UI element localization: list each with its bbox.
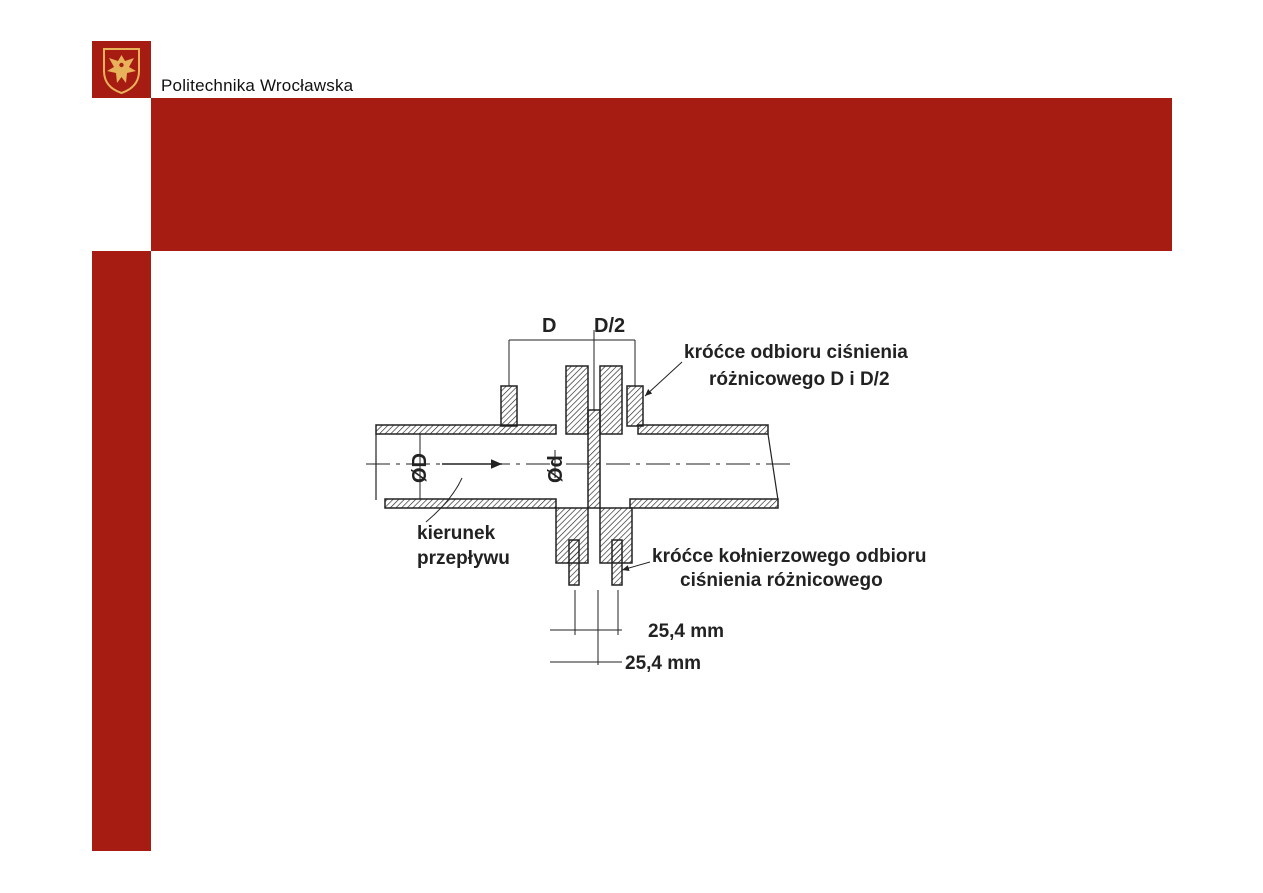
flow-direction-line2: przepływu bbox=[417, 548, 510, 569]
side-band bbox=[92, 251, 151, 851]
taps-top-line1: króćce odbioru ciśnienia bbox=[684, 342, 908, 363]
university-name: Politechnika Wrocławska bbox=[161, 76, 354, 95]
eagle-crest-icon bbox=[92, 41, 151, 98]
orifice-plate-diagram bbox=[360, 300, 980, 690]
taps-top-line2: różnicowego D i D/2 bbox=[709, 369, 890, 390]
flange-taps-line1: króćce kołnierzowego odbioru bbox=[652, 546, 927, 567]
university-logo bbox=[92, 41, 151, 98]
dim-outer-label: 25,4 mm bbox=[625, 653, 702, 674]
flow-direction-line1: kierunek bbox=[417, 523, 496, 544]
dim-inner-label: 25,4 mm bbox=[648, 621, 725, 642]
header-band bbox=[151, 98, 1172, 251]
orifice-diameter-label: Ød bbox=[545, 455, 567, 483]
pipe-diameter-label: ØD bbox=[409, 453, 431, 483]
dim-d-label: D bbox=[542, 315, 557, 337]
flange-taps-line2: ciśnienia różnicowego bbox=[680, 570, 883, 591]
pipe bbox=[376, 425, 778, 508]
dim-d2-label: D/2 bbox=[594, 315, 626, 337]
